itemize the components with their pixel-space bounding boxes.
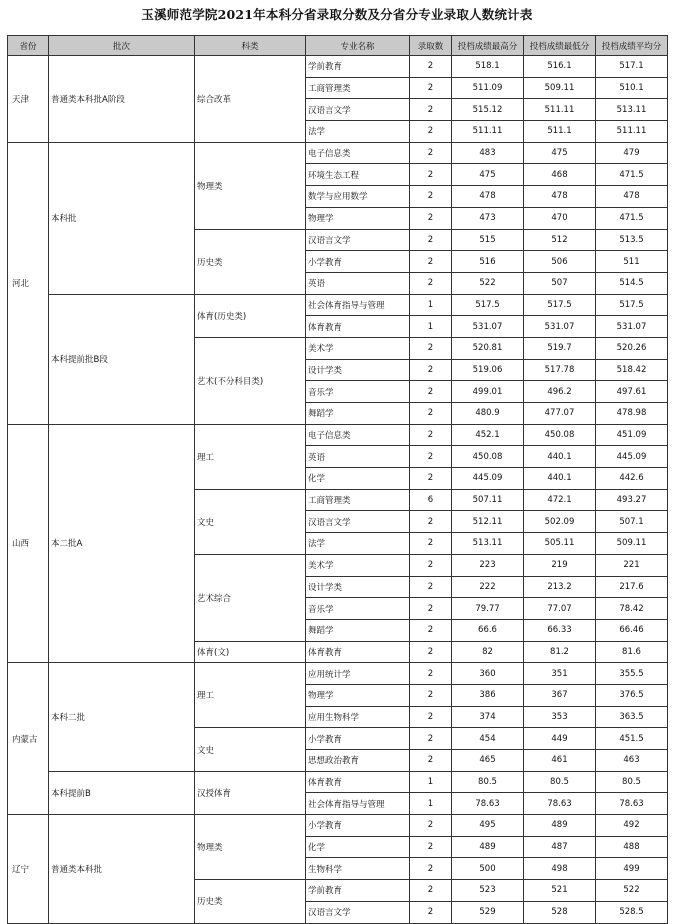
category-cell: 汉授体育 — [195, 771, 306, 814]
min-score-cell: 219 — [524, 554, 596, 576]
max-score-cell: 515 — [452, 229, 524, 251]
avg-score-cell: 513.5 — [596, 229, 668, 251]
avg-score-cell: 499 — [596, 858, 668, 880]
avg-score-cell: 492 — [596, 815, 668, 837]
avg-score-cell: 451.09 — [596, 424, 668, 446]
avg-score-cell: 520.26 — [596, 337, 668, 359]
max-score-cell: 495 — [452, 815, 524, 837]
count-cell: 2 — [410, 641, 452, 663]
max-score-cell: 513.11 — [452, 533, 524, 555]
count-cell: 2 — [410, 251, 452, 273]
major-cell: 工商管理类 — [306, 77, 410, 99]
major-cell: 思想政治教育 — [306, 750, 410, 772]
avg-score-cell: 488 — [596, 836, 668, 858]
batch-cell: 本科提前批B段 — [49, 294, 195, 424]
major-cell: 小学教育 — [306, 815, 410, 837]
avg-score-cell: 514.5 — [596, 272, 668, 294]
min-score-cell: 505.11 — [524, 533, 596, 555]
header-batch: 批次 — [49, 36, 195, 56]
max-score-cell: 80.5 — [452, 771, 524, 793]
major-cell: 学前教育 — [306, 56, 410, 78]
max-score-cell: 82 — [452, 641, 524, 663]
table-row — [8, 663, 668, 685]
max-score-cell: 445.09 — [452, 468, 524, 490]
max-score-cell: 223 — [452, 554, 524, 576]
table-row — [8, 56, 668, 78]
min-score-cell: 472.1 — [524, 489, 596, 511]
count-cell: 2 — [410, 901, 452, 923]
major-cell: 数学与应用数学 — [306, 186, 410, 208]
min-score-cell: 528 — [524, 901, 596, 923]
min-score-cell: 511.1 — [524, 121, 596, 143]
min-score-cell: 353 — [524, 706, 596, 728]
min-score-cell: 506 — [524, 251, 596, 273]
max-score-cell: 515.12 — [452, 99, 524, 121]
count-cell: 2 — [410, 663, 452, 685]
count-cell: 2 — [410, 619, 452, 641]
count-cell: 2 — [410, 207, 452, 229]
avg-score-cell: 471.5 — [596, 207, 668, 229]
table-row — [8, 142, 668, 164]
major-cell: 体育教育 — [306, 316, 410, 338]
count-cell: 2 — [410, 598, 452, 620]
max-score-cell: 517.5 — [452, 294, 524, 316]
min-score-cell: 509.11 — [524, 77, 596, 99]
max-score-cell: 500 — [452, 858, 524, 880]
count-cell: 2 — [410, 815, 452, 837]
major-cell: 物理学 — [306, 207, 410, 229]
max-score-cell: 483 — [452, 142, 524, 164]
min-score-cell: 521 — [524, 880, 596, 902]
major-cell: 英语 — [306, 272, 410, 294]
major-cell: 设计学类 — [306, 576, 410, 598]
batch-cell: 本科批 — [49, 142, 195, 294]
min-score-cell: 81.2 — [524, 641, 596, 663]
min-score-cell: 531.07 — [524, 316, 596, 338]
major-cell: 汉语言文学 — [306, 229, 410, 251]
avg-score-cell: 531.07 — [596, 316, 668, 338]
major-cell: 汉语言文学 — [306, 99, 410, 121]
avg-score-cell: 528.5 — [596, 901, 668, 923]
max-score-cell: 512.11 — [452, 511, 524, 533]
major-cell: 小学教育 — [306, 251, 410, 273]
avg-score-cell: 511.11 — [596, 121, 668, 143]
table-row — [8, 815, 668, 837]
header-avg-score: 投档成绩平均分 — [596, 36, 668, 56]
max-score-cell: 450.08 — [452, 446, 524, 468]
max-score-cell: 360 — [452, 663, 524, 685]
count-cell: 2 — [410, 142, 452, 164]
max-score-cell: 222 — [452, 576, 524, 598]
category-cell: 历史类 — [195, 229, 306, 294]
major-cell: 应用生物科学 — [306, 706, 410, 728]
category-cell: 艺术(不分科目类) — [195, 337, 306, 424]
min-score-cell: 440.1 — [524, 446, 596, 468]
max-score-cell: 452.1 — [452, 424, 524, 446]
table-header — [8, 36, 668, 56]
major-cell: 音乐学 — [306, 598, 410, 620]
count-cell: 2 — [410, 99, 452, 121]
avg-score-cell: 510.1 — [596, 77, 668, 99]
major-cell: 体育教育 — [306, 771, 410, 793]
major-cell: 社会体育指导与管理 — [306, 294, 410, 316]
count-cell: 2 — [410, 880, 452, 902]
count-cell: 2 — [410, 750, 452, 772]
major-cell: 物理学 — [306, 684, 410, 706]
min-score-cell: 213.2 — [524, 576, 596, 598]
max-score-cell: 475 — [452, 164, 524, 186]
admission-score-table — [7, 35, 668, 924]
count-cell: 2 — [410, 511, 452, 533]
avg-score-cell: 513.11 — [596, 99, 668, 121]
major-cell: 社会体育指导与管理 — [306, 793, 410, 815]
min-score-cell: 449 — [524, 728, 596, 750]
min-score-cell: 367 — [524, 684, 596, 706]
max-score-cell: 386 — [452, 684, 524, 706]
count-cell: 2 — [410, 684, 452, 706]
avg-score-cell: 471.5 — [596, 164, 668, 186]
min-score-cell: 66.33 — [524, 619, 596, 641]
page-title: 玉溪师范学院2021年本科分省录取分数及分省分专业录取人数统计表 — [141, 7, 533, 22]
max-score-cell: 78.63 — [452, 793, 524, 815]
min-score-cell: 468 — [524, 164, 596, 186]
major-cell: 电子信息类 — [306, 142, 410, 164]
min-score-cell: 489 — [524, 815, 596, 837]
major-cell: 法学 — [306, 533, 410, 555]
min-score-cell: 77.07 — [524, 598, 596, 620]
batch-cell: 本二批A — [49, 424, 195, 663]
count-cell: 1 — [410, 771, 452, 793]
min-score-cell: 502.09 — [524, 511, 596, 533]
count-cell: 2 — [410, 728, 452, 750]
min-score-cell: 477.07 — [524, 403, 596, 425]
batch-cell: 普通类本科批 — [49, 815, 195, 923]
header-count: 录取数 — [410, 36, 452, 56]
major-cell: 生物科学 — [306, 858, 410, 880]
count-cell: 2 — [410, 468, 452, 490]
category-cell: 体育(文) — [195, 641, 306, 663]
count-cell: 2 — [410, 186, 452, 208]
count-cell: 2 — [410, 77, 452, 99]
province-cell: 天津 — [8, 56, 49, 143]
major-cell: 小学教育 — [306, 728, 410, 750]
count-cell: 2 — [410, 554, 452, 576]
category-cell: 综合改革 — [195, 56, 306, 143]
avg-score-cell: 517.1 — [596, 56, 668, 78]
batch-cell: 本科提前B — [49, 771, 195, 814]
count-cell: 1 — [410, 316, 452, 338]
header-row — [8, 36, 668, 56]
min-score-cell: 507 — [524, 272, 596, 294]
table-body — [8, 56, 668, 924]
province-cell: 内蒙古 — [8, 663, 49, 815]
major-cell: 环境生态工程 — [306, 164, 410, 186]
count-cell: 6 — [410, 489, 452, 511]
min-score-cell: 470 — [524, 207, 596, 229]
category-cell: 艺术综合 — [195, 554, 306, 641]
count-cell: 2 — [410, 403, 452, 425]
province-cell: 山西 — [8, 424, 49, 663]
avg-score-cell: 463 — [596, 750, 668, 772]
avg-score-cell: 517.5 — [596, 294, 668, 316]
category-cell: 文史 — [195, 728, 306, 771]
category-cell: 体育(历史类) — [195, 294, 306, 337]
avg-score-cell: 376.5 — [596, 684, 668, 706]
min-score-cell: 478 — [524, 186, 596, 208]
min-score-cell: 517.78 — [524, 359, 596, 381]
avg-score-cell: 511 — [596, 251, 668, 273]
min-score-cell: 516.1 — [524, 56, 596, 78]
avg-score-cell: 522 — [596, 880, 668, 902]
major-cell: 设计学类 — [306, 359, 410, 381]
category-cell: 文史 — [195, 489, 306, 554]
major-cell: 法学 — [306, 121, 410, 143]
min-score-cell: 487 — [524, 836, 596, 858]
max-score-cell: 478 — [452, 186, 524, 208]
min-score-cell: 512 — [524, 229, 596, 251]
count-cell: 2 — [410, 164, 452, 186]
count-cell: 1 — [410, 793, 452, 815]
major-cell: 汉语言文学 — [306, 901, 410, 923]
max-score-cell: 519.06 — [452, 359, 524, 381]
min-score-cell: 78.63 — [524, 793, 596, 815]
max-score-cell: 489 — [452, 836, 524, 858]
max-score-cell: 529 — [452, 901, 524, 923]
min-score-cell: 511.11 — [524, 99, 596, 121]
avg-score-cell: 507.1 — [596, 511, 668, 533]
avg-score-cell: 509.11 — [596, 533, 668, 555]
max-score-cell: 480.9 — [452, 403, 524, 425]
avg-score-cell: 355.5 — [596, 663, 668, 685]
category-cell: 历史类 — [195, 880, 306, 923]
avg-score-cell: 479 — [596, 142, 668, 164]
max-score-cell: 465 — [452, 750, 524, 772]
avg-score-cell: 497.61 — [596, 381, 668, 403]
province-cell: 辽宁 — [8, 815, 49, 923]
max-score-cell: 473 — [452, 207, 524, 229]
max-score-cell: 522 — [452, 272, 524, 294]
major-cell: 学前教育 — [306, 880, 410, 902]
max-score-cell: 511.11 — [452, 121, 524, 143]
major-cell: 体育教育 — [306, 641, 410, 663]
batch-cell: 普通类本科批A阶段 — [49, 56, 195, 143]
count-cell: 2 — [410, 381, 452, 403]
major-cell: 电子信息类 — [306, 424, 410, 446]
count-cell: 2 — [410, 337, 452, 359]
avg-score-cell: 451.5 — [596, 728, 668, 750]
count-cell: 2 — [410, 446, 452, 468]
avg-score-cell: 66.46 — [596, 619, 668, 641]
avg-score-cell: 478.98 — [596, 403, 668, 425]
category-cell: 理工 — [195, 424, 306, 489]
major-cell: 英语 — [306, 446, 410, 468]
category-cell: 理工 — [195, 663, 306, 728]
min-score-cell: 519.7 — [524, 337, 596, 359]
header-min-score: 投档成绩最低分 — [524, 36, 596, 56]
max-score-cell: 531.07 — [452, 316, 524, 338]
avg-score-cell: 78.42 — [596, 598, 668, 620]
max-score-cell: 507.11 — [452, 489, 524, 511]
min-score-cell: 496.2 — [524, 381, 596, 403]
count-cell: 2 — [410, 424, 452, 446]
max-score-cell: 454 — [452, 728, 524, 750]
avg-score-cell: 80.5 — [596, 771, 668, 793]
major-cell: 舞蹈学 — [306, 619, 410, 641]
major-cell: 应用统计学 — [306, 663, 410, 685]
header-major: 专业名称 — [306, 36, 410, 56]
max-score-cell: 374 — [452, 706, 524, 728]
min-score-cell: 461 — [524, 750, 596, 772]
avg-score-cell: 81.6 — [596, 641, 668, 663]
avg-score-cell: 78.63 — [596, 793, 668, 815]
max-score-cell: 523 — [452, 880, 524, 902]
avg-score-cell: 518.42 — [596, 359, 668, 381]
min-score-cell: 475 — [524, 142, 596, 164]
min-score-cell: 517.5 — [524, 294, 596, 316]
count-cell: 2 — [410, 121, 452, 143]
count-cell: 2 — [410, 229, 452, 251]
avg-score-cell: 493.27 — [596, 489, 668, 511]
avg-score-cell: 478 — [596, 186, 668, 208]
count-cell: 2 — [410, 56, 452, 78]
count-cell: 1 — [410, 294, 452, 316]
category-cell: 物理类 — [195, 815, 306, 880]
count-cell: 2 — [410, 858, 452, 880]
major-cell: 美术学 — [306, 554, 410, 576]
major-cell: 美术学 — [306, 337, 410, 359]
avg-score-cell: 217.6 — [596, 576, 668, 598]
major-cell: 舞蹈学 — [306, 403, 410, 425]
count-cell: 2 — [410, 359, 452, 381]
count-cell: 2 — [410, 576, 452, 598]
major-cell: 音乐学 — [306, 381, 410, 403]
avg-score-cell: 363.5 — [596, 706, 668, 728]
table-row — [8, 294, 668, 316]
max-score-cell: 520.81 — [452, 337, 524, 359]
major-cell: 化学 — [306, 836, 410, 858]
header-category: 科类 — [195, 36, 306, 56]
batch-cell: 本科二批 — [49, 663, 195, 771]
header-max-score: 投档成绩最高分 — [452, 36, 524, 56]
table-row — [8, 424, 668, 446]
major-cell: 化学 — [306, 468, 410, 490]
header-province: 省份 — [8, 36, 49, 56]
max-score-cell: 518.1 — [452, 56, 524, 78]
count-cell: 2 — [410, 533, 452, 555]
province-cell: 河北 — [8, 142, 49, 424]
major-cell: 汉语言文学 — [306, 511, 410, 533]
count-cell: 2 — [410, 706, 452, 728]
min-score-cell: 498 — [524, 858, 596, 880]
avg-score-cell: 442.6 — [596, 468, 668, 490]
count-cell: 2 — [410, 272, 452, 294]
max-score-cell: 79.77 — [452, 598, 524, 620]
max-score-cell: 499.01 — [452, 381, 524, 403]
count-cell: 2 — [410, 836, 452, 858]
max-score-cell: 511.09 — [452, 77, 524, 99]
max-score-cell: 66.6 — [452, 619, 524, 641]
avg-score-cell: 445.09 — [596, 446, 668, 468]
min-score-cell: 351 — [524, 663, 596, 685]
min-score-cell: 440.1 — [524, 468, 596, 490]
major-cell: 工商管理类 — [306, 489, 410, 511]
avg-score-cell: 221 — [596, 554, 668, 576]
max-score-cell: 516 — [452, 251, 524, 273]
table-row — [8, 771, 668, 793]
min-score-cell: 80.5 — [524, 771, 596, 793]
category-cell: 物理类 — [195, 142, 306, 229]
min-score-cell: 450.08 — [524, 424, 596, 446]
